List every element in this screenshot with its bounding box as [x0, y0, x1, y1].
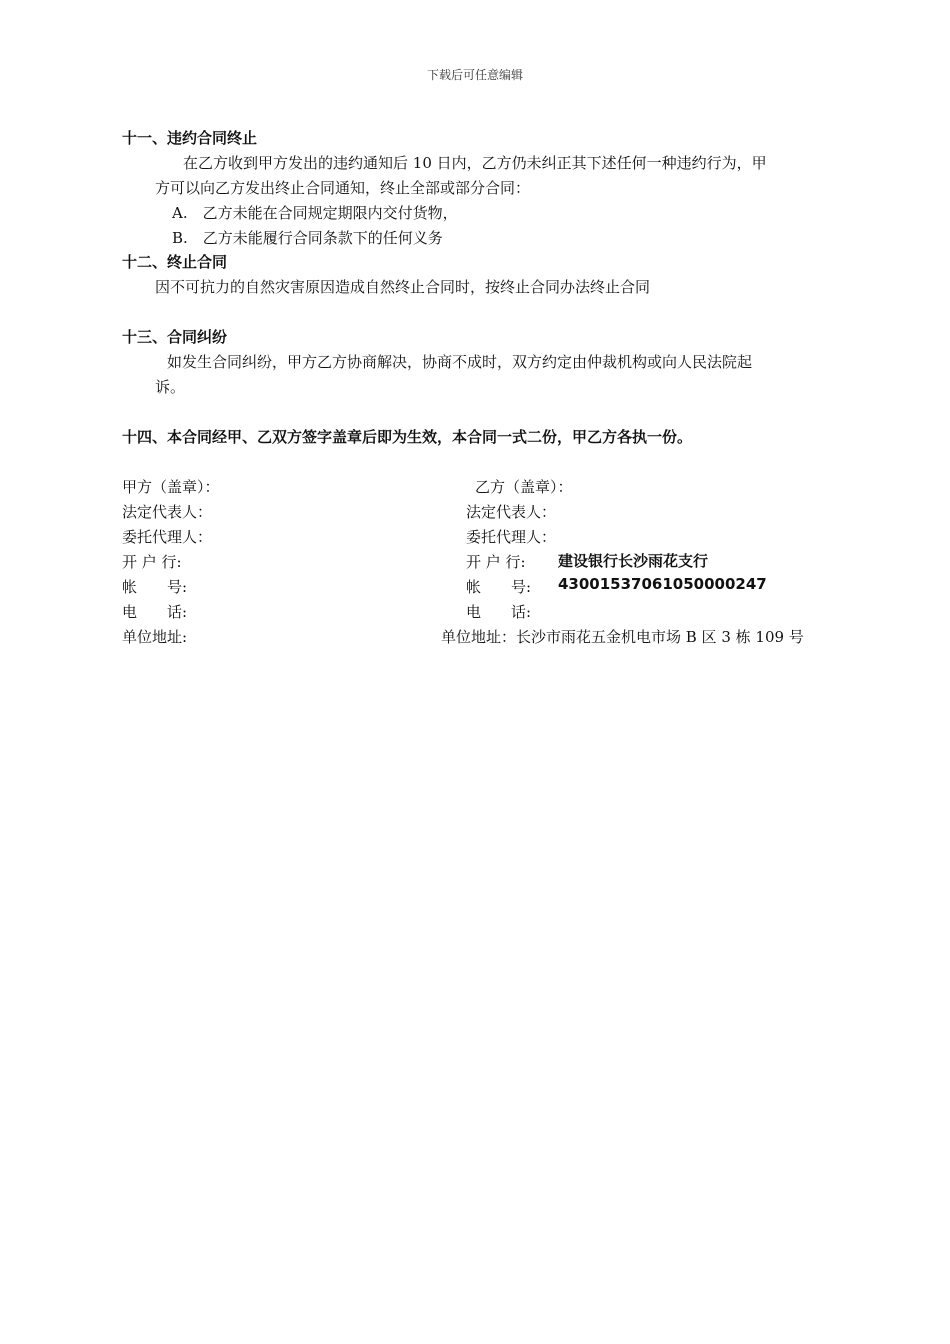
party-b-seal: 乙方（盖章）：: [475, 478, 573, 496]
section-13-line1: 如发生合同纠纷，甲方乙方协商解决，协商不成时，双方约定由仲裁机构或向人民法院起: [167, 353, 753, 371]
section-11-item-a: A. 乙方未能在合同规定期限内交付货物，: [172, 204, 458, 222]
section-11-line1: 在乙方收到甲方发出的违约通知后 10 日内，乙方仍未纠正其下述任何一种违约行为，甲: [183, 154, 767, 172]
party-b-bank-value: 建设银行长沙雨花支行: [558, 552, 709, 570]
section-12-title: 十二、终止合同: [122, 253, 228, 271]
party-b-address: 单位地址：长沙市雨花五金机电市场 B 区 3 栋 109 号: [441, 628, 804, 646]
party-b-account-label: 帐 号:: [466, 578, 532, 596]
section-11-item-b: B. 乙方未能履行合同条款下的任何义务: [172, 229, 443, 247]
section-13-title: 十三、合同纠纷: [122, 328, 228, 346]
party-a-bank: 开 户 行:: [122, 553, 182, 571]
section-12-line1: 因不可抗力的自然灾害原因造成自然终止合同时，按终止合同办法终止合同: [155, 278, 651, 296]
section-11-line2: 方可以向乙方发出终止合同通知，终止全部或部分合同：: [155, 179, 531, 197]
party-b-account-value: 43001537061050000247: [558, 575, 767, 593]
party-a-rep: 法定代表人：: [122, 503, 213, 521]
section-14-title: 十四、本合同经甲、乙双方签字盖章后即为生效，本合同一式二份，甲乙方各执一份。: [122, 428, 693, 446]
party-a-agent: 委托代理人：: [122, 528, 213, 546]
party-b-bank-label: 开 户 行:: [466, 553, 526, 571]
party-a-address: 单位地址:: [122, 628, 188, 646]
party-b-rep: 法定代表人：: [466, 503, 557, 521]
party-a-account: 帐 号:: [122, 578, 188, 596]
party-a-seal: 甲方（盖章）：: [122, 478, 220, 496]
section-13-line2: 诉。: [155, 378, 186, 396]
page-header: 下载后可任意编辑: [426, 68, 523, 82]
section-11-title: 十一、违约合同终止: [122, 129, 258, 147]
party-a-phone: 电 话:: [122, 603, 188, 621]
party-b-phone: 电 话:: [466, 603, 532, 621]
party-b-agent: 委托代理人：: [466, 528, 557, 546]
